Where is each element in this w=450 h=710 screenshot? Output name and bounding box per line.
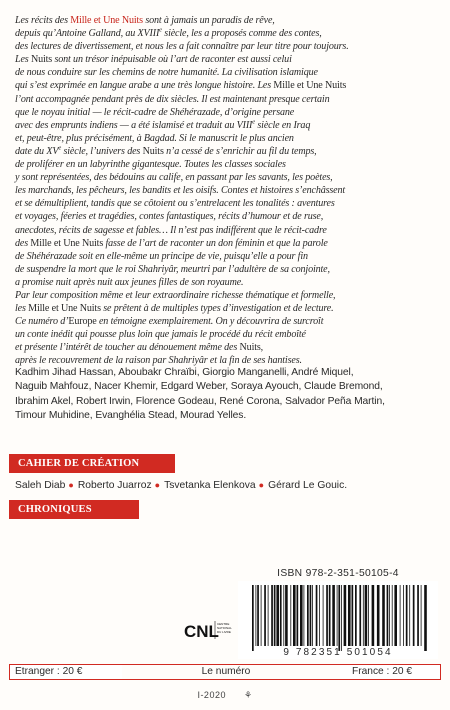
barcode-bar	[365, 585, 368, 646]
barcode-bar	[359, 585, 361, 646]
intro-line	[15, 302, 442, 315]
barcode-bar	[421, 585, 422, 646]
intro-segment: e	[58, 144, 62, 152]
intro-segment: Par leur composition même et leur extraordinaire richesse thématique et formelle,	[15, 289, 336, 301]
cnl-logo-icon	[184, 613, 232, 655]
barcode-digits: 9 782351 501054	[283, 647, 393, 658]
intro-segment: se prêtent à de multiples types d’investigation et de lecture.	[100, 303, 334, 315]
bullet-icon: ●	[154, 480, 161, 490]
barcode-bar	[363, 585, 364, 646]
intro-segment: de proliférer en un labyrinthe gigantesque. Toutes les classes sociales	[15, 159, 286, 171]
intro-segment: en témoigne exemplairement. On y découvrira de surcroît	[96, 316, 324, 328]
intro-segment: Mille et Une Nuits	[273, 80, 347, 92]
cnl-caption: DU LIVRE	[217, 630, 231, 634]
intro-segment: fasse de l’art de raconter un don féminin et que la parole	[103, 237, 328, 249]
barcode-bar	[368, 585, 369, 646]
barcode-bar	[280, 585, 282, 646]
intro-line	[15, 171, 442, 184]
price-france: France : 20 €	[340, 665, 440, 679]
barcode-bar	[256, 585, 257, 646]
intro-segment: après le recouvrement de la raison par Shahriyâr et la fin de ses hantises.	[15, 355, 302, 367]
barcode-bar	[400, 585, 401, 646]
intro-line	[15, 106, 442, 119]
intro-segment: sont un trésor inépuisable où l’art de raconter est aussi celui	[52, 54, 292, 66]
barcode-bar	[409, 585, 410, 646]
intro-segment: des	[15, 237, 31, 249]
barcode-bar	[310, 585, 312, 646]
barcode-bar	[329, 585, 331, 646]
barcode-bar	[264, 585, 266, 646]
intro-segment: y sont représentées, des bédouins au calife, en passant par les savants, les poètes,	[15, 172, 333, 184]
barcode-bar	[372, 585, 375, 646]
intro-segment: Europe	[68, 316, 97, 328]
flower-icon: ⚘	[243, 690, 253, 700]
intro-line	[15, 132, 442, 145]
intro-segment: Les récits des	[15, 15, 71, 26]
authors-line: Ibrahim Akel, Robert Irwin, Florence Godeau, René Corona, Salvador Peña Martin,	[15, 395, 385, 407]
authors-line: Kadhim Jihad Hassan, Aboubakr Chraïbi, Giorgio Manganelli, André Miquel,	[15, 367, 354, 378]
cahier-name: Gérard Le Gouic.	[268, 480, 348, 491]
intro-segment: Nuits	[30, 54, 53, 66]
intro-segment: Mille et Une Nuits	[30, 237, 104, 249]
barcode-bar	[344, 585, 347, 646]
intro-line	[15, 315, 442, 328]
bullet-icon: ●	[68, 480, 74, 490]
cahier-name: Saleh Diab	[15, 480, 66, 491]
cahier-de-creation-heading: CAHIER DE CRÉATION	[9, 454, 175, 473]
barcode-bar	[261, 585, 262, 646]
intro-segment: un conte inédit qui pousse plus loin que jamais le procédé du récit emboîté	[15, 329, 306, 341]
barcode-bar	[300, 585, 303, 646]
intro-segment: et se démultiplient, tandis que se côtoient ou s’entrelacent les tonalités : aventures	[15, 198, 335, 210]
barcode-bar	[293, 585, 296, 646]
chroniques-heading: CHRONIQUES	[9, 500, 139, 519]
intro-line	[15, 27, 442, 40]
barcode-bar	[332, 585, 335, 646]
barcode-bar	[394, 585, 397, 646]
issue-code: I-2020	[197, 690, 226, 700]
intro-line	[15, 237, 442, 250]
barcode-bar	[252, 585, 254, 651]
intro-segment: l’ont accompagnée pendant près de dix siècles. Il est maintenant presque certain	[15, 93, 330, 105]
intro-segment: date du XV	[15, 145, 59, 157]
barcode-bar	[285, 585, 288, 646]
intro-segment: les marchands, les pêcheurs, les bandits et les oisifs. Contes et histoires s’enchâssent	[15, 185, 346, 197]
barcode-bar	[403, 585, 404, 646]
barcode-bar	[290, 585, 291, 646]
barcode-bar	[348, 585, 351, 646]
barcode-bar	[387, 585, 389, 646]
intro-segment: e	[252, 118, 256, 126]
intro-segment: des lectures de divertissement, et nous les a fait connaître par leur titre pour toujours.	[15, 41, 349, 53]
intro-segment: siècle, l’univers des	[61, 145, 143, 157]
intro-line	[15, 40, 442, 53]
intro-line	[15, 197, 442, 210]
barcode-bar	[355, 585, 357, 646]
intro-line	[15, 263, 442, 276]
intro-segment: e	[159, 26, 162, 34]
intro-segment: de suspendre la mort que le roi Shahriyâr, meurtri par l’adultère de sa conjointe,	[15, 263, 330, 275]
intro-line	[15, 341, 442, 354]
footer	[150, 690, 300, 701]
intro-segment: anecdotes, récits de sagesse et fables… Il n’est pas indifférent que le récit-cadre	[15, 224, 327, 236]
intro-segment: de nous conduire sur les chemins de notre humanité. La civilisation islamique	[15, 67, 318, 79]
intro-segment: a promise nuit après nuit aux jeunes filles de son royaume.	[15, 276, 244, 288]
intro-line	[15, 158, 442, 171]
cnl-letters: CNL	[184, 622, 219, 641]
barcode-bar	[406, 585, 408, 646]
authors-line: Timour Muhidine, Evanghélia Stead, Mourad Yelles.	[15, 410, 247, 422]
cahier-name: Tsvetanka Elenkova	[164, 480, 256, 491]
intro-line	[15, 119, 442, 132]
intro-segment: Nuits	[239, 342, 261, 354]
barcode-bar	[377, 585, 380, 646]
barcode-bar	[417, 585, 419, 646]
barcode-bar	[382, 585, 385, 646]
price-label: Le numéro	[201, 666, 251, 677]
intro-line	[15, 53, 442, 66]
intro-segment: Mille et Une Nuits	[28, 303, 101, 315]
authors-line: Naguib Mahfouz, Nacer Khemir, Edgard Weber, Soraya Ayouch, Claude Bremond,	[15, 381, 383, 393]
intro-line	[15, 328, 442, 341]
isbn-text: ISBN 978-2-351-50105-4	[277, 568, 399, 579]
intro-line	[15, 66, 442, 79]
barcode-bar	[341, 585, 342, 651]
intro-segment: ,	[260, 342, 264, 354]
authors-list	[15, 366, 440, 424]
barcode-bar	[319, 585, 320, 646]
cahier-names	[15, 479, 440, 492]
price-foreign: Etranger : 20 €	[10, 665, 122, 679]
barcode-bar	[337, 585, 338, 646]
barcode-bar	[304, 585, 305, 646]
barcode-bar	[413, 585, 415, 646]
barcode-bar	[268, 585, 269, 646]
barcode-bar	[424, 585, 427, 651]
intro-segment: n’a cessé de s’enrichir au fil du temps,	[163, 145, 317, 157]
intro-line	[15, 145, 442, 158]
intro-segment: qui s’est exprimée en langue arabe a une très longue histoire. Les	[15, 80, 274, 92]
barcode-bar	[338, 585, 340, 651]
intro-text	[15, 14, 442, 368]
intro-segment: avec des emprunts indiens — a été islamisé et traduit au VIII	[15, 119, 253, 131]
bullet-icon: ●	[258, 480, 265, 490]
intro-line	[15, 276, 442, 289]
title-highlight: Mille et Une Nuits	[70, 15, 143, 26]
intro-line	[15, 184, 442, 197]
barcode-bar	[316, 585, 318, 646]
intro-segment: siècle en Iraq	[255, 119, 311, 131]
cnl-caption: NATIONAL	[217, 626, 232, 630]
barcode-bar	[326, 585, 328, 646]
barcode-bar	[297, 585, 299, 646]
intro-line	[15, 79, 442, 92]
intro-segment: sont à jamais un paradis de rêve,	[142, 15, 275, 26]
intro-segment: depuis qu’Antoine Galland, au XVIII	[15, 28, 160, 40]
intro-segment: Les	[15, 54, 31, 66]
cahier-name: Roberto Juarroz	[77, 480, 152, 491]
intro-segment: que le noyau initial — le récit-cadre de Shéhérazade, d’origine persane	[15, 106, 295, 118]
intro-line	[15, 210, 442, 223]
price-bar	[9, 664, 441, 680]
barcode-bar	[312, 585, 313, 646]
intro-line	[15, 93, 442, 106]
barcode-bar	[392, 585, 393, 646]
barcode-bar	[307, 585, 309, 646]
intro-segment: et présente l’intérêt de toucher au dénouement même des	[15, 342, 240, 354]
intro-line	[15, 224, 442, 237]
intro-line	[15, 289, 442, 302]
barcode-bar	[323, 585, 324, 646]
barcode-bar	[352, 585, 354, 646]
intro-segment: siècle, les a proposés comme des contes,	[161, 28, 322, 40]
intro-line	[15, 250, 442, 263]
barcode-bar	[283, 585, 284, 646]
cnl-caption: CENTRE	[217, 622, 230, 626]
intro-segment: les	[15, 303, 29, 315]
intro-segment: et voyages, féeries et tragédies, contes fantastiques, récits d’humour et de ruse,	[15, 211, 324, 223]
intro-segment: Nuits	[142, 145, 164, 157]
barcode-bar	[257, 585, 259, 646]
intro-segment: et, peut-être, plus précisément, à Bagdad. Si le manuscrit le plus ancien	[15, 132, 294, 144]
intro-segment: de Shéhérazade soit en elle-même un principe de vie, puisqu’elle a pour fin	[15, 250, 308, 262]
intro-line	[15, 14, 442, 27]
intro-segment: Ce numéro d’	[15, 316, 69, 328]
barcode-bar	[276, 585, 279, 646]
barcode-bar	[271, 585, 273, 646]
barcode-bar	[389, 585, 390, 646]
barcode-bar	[274, 585, 276, 646]
